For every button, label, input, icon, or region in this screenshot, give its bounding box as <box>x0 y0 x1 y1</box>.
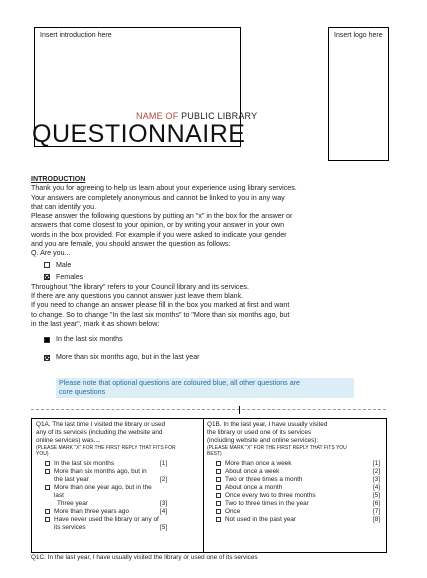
option-code: [8] <box>373 516 381 523</box>
checkbox[interactable] <box>45 509 50 514</box>
checkbox[interactable] <box>216 517 221 522</box>
intro-para2-line: answers that come closest to your opinion, or by writing your answer in your own <box>31 221 285 230</box>
q1b-option-8 <box>207 516 385 524</box>
q1b-text: (including website and online services): <box>207 437 319 444</box>
q1b-option-3 <box>207 476 385 484</box>
q1b-text: the library or used one of its services <box>207 429 312 436</box>
intro-para1-line: Thank you for agreeing to help us learn about your experience using library services. <box>31 184 297 193</box>
insert-introduction-label: Insert introduction here <box>40 32 112 39</box>
q1a-text: any of its services (including the website and <box>36 429 163 436</box>
q1b-option-4 <box>207 484 385 492</box>
intro-para1-line: that can identify you. <box>31 202 97 211</box>
option-label: In the last six months <box>54 460 115 467</box>
question-q1a <box>36 421 200 532</box>
option-label: More than three years ago <box>54 508 129 515</box>
intro-para2-line: Please answer the following questions by putting an "x" in the box for the answer or <box>31 212 293 221</box>
intro-para2-line: and you are female, you should answer the question as follows: <box>31 240 231 249</box>
example-option-label: Females <box>56 272 84 281</box>
checkbox[interactable] <box>216 493 221 498</box>
q1a-instruction: YOU) <box>36 451 49 457</box>
checkbox[interactable] <box>216 461 221 466</box>
option-code: [6] <box>373 500 381 507</box>
option-label: Three year <box>57 500 88 507</box>
q1a-text: Q1A. The last time I visited the library or used <box>36 421 166 428</box>
checkbox[interactable] <box>216 509 221 514</box>
option-label: More than one year ago, but in the <box>54 484 152 491</box>
change-option-label: More than six months ago, but in the last year <box>56 353 200 362</box>
option-label: Once <box>225 508 241 515</box>
question-q1c: Q1C. In the last year, I have usually visited the library or used one of its services <box>31 554 258 561</box>
option-code: [1] <box>160 460 168 467</box>
q1b-option-1 <box>207 460 385 468</box>
checkbox[interactable] <box>45 517 50 522</box>
q1a-option-3 <box>36 484 200 508</box>
example-option-label: Male <box>56 260 72 269</box>
q1b-option-5 <box>207 492 385 500</box>
option-code: [3] <box>160 500 168 507</box>
checkbox-crossed[interactable] <box>44 274 50 280</box>
option-label: Once every two to three months <box>225 492 316 499</box>
optional-questions-note <box>56 378 354 398</box>
q1a-option-2 <box>36 468 200 484</box>
intro-para3-line: in the last year", mark it as shown below: <box>31 319 160 328</box>
checkbox[interactable] <box>216 485 221 490</box>
checkbox[interactable] <box>45 461 50 466</box>
question-table <box>31 418 387 553</box>
option-label: last <box>54 492 64 499</box>
option-label: More than six months ago, but in <box>54 468 147 475</box>
intro-para2-line: words in the box provided. For example if you were asked to indicate your gender <box>31 230 287 239</box>
option-code: [2] <box>373 468 381 475</box>
insert-logo-box <box>328 27 389 161</box>
intro-para1-line: Your answers are completely anonymous and cannot be linked to you in any way <box>31 193 285 202</box>
library-name-prefix: NAME OF <box>136 111 179 121</box>
intro-para3-line: If you need to change an answer please fill in the box you marked at first and want <box>31 301 290 310</box>
option-code: [1] <box>373 460 381 467</box>
option-code: [3] <box>373 476 381 483</box>
change-option-label: In the last six months <box>56 335 123 344</box>
library-name-suffix: PUBLIC LIBRARY <box>178 111 258 121</box>
section-divider <box>31 409 386 410</box>
q1a-option-4 <box>36 508 200 516</box>
example-option-male <box>31 261 391 270</box>
column-divider <box>203 419 204 552</box>
option-code: [7] <box>373 508 381 515</box>
option-label: its services <box>54 524 86 531</box>
change-option-over-six-months <box>31 353 391 362</box>
q1b-instruction: (PLEASE MARK "X" FOR THE FIRST REPLY THAT FITS YOU <box>207 445 347 451</box>
page-title: QUESTIONNAIRE <box>32 120 246 148</box>
example-option-female <box>31 273 391 282</box>
intro-para3-line: If there are any questions you cannot answer just leave them blank. <box>31 291 244 300</box>
option-code: [5] <box>373 492 381 499</box>
option-label: Not used in the past year <box>225 516 297 523</box>
checkbox[interactable] <box>216 501 221 506</box>
introduction-heading: INTRODUCTION <box>31 175 86 183</box>
option-label: Two to three times in the year <box>225 500 309 507</box>
checkbox[interactable] <box>45 469 50 474</box>
q1a-option-1 <box>36 460 200 468</box>
introduction-section <box>31 175 391 362</box>
q1a-instruction: (PLEASE MARK "X" FOR THE FIRST REPLY THAT FITS FOR <box>36 445 176 451</box>
option-label: About once a month <box>225 484 283 491</box>
option-code: [2] <box>160 476 168 483</box>
q1b-option-7 <box>207 508 385 516</box>
option-label: Two or three times a month <box>225 476 303 483</box>
checkbox[interactable] <box>45 485 50 490</box>
divider-tick <box>239 406 240 414</box>
checkbox-empty[interactable] <box>44 262 50 268</box>
option-label: About once a week <box>225 468 280 475</box>
option-label: Have never used the library or any of <box>54 516 159 523</box>
example-question: Q. Are you... <box>31 249 71 258</box>
option-code: [4] <box>160 508 168 515</box>
option-label: the last year <box>54 476 89 483</box>
q1b-option-6 <box>207 500 385 508</box>
insert-logo-label: Insert logo here <box>334 32 383 39</box>
note-line: Please note that optional questions are coloured blue, all other questions are <box>59 379 300 387</box>
checkbox-crossed[interactable] <box>44 355 50 361</box>
q1a-text: online services) was.... <box>36 437 101 444</box>
change-option-six-months <box>31 335 391 344</box>
intro-para3-line: Throughout "the library" refers to your Council library and its services. <box>31 282 249 291</box>
option-label: More than once a week <box>225 460 292 467</box>
q1b-text: Q1B. In the last year, I have usually visited <box>207 421 328 428</box>
question-q1b <box>207 421 385 524</box>
checkbox[interactable] <box>216 469 221 474</box>
intro-para3-line: to change. So to change "In the last six months" to "More than six months ago, but <box>31 310 290 319</box>
option-code: [5] <box>160 524 168 531</box>
q1b-instruction: BEST) <box>207 451 222 457</box>
q1a-option-5 <box>36 516 200 532</box>
option-code: [4] <box>373 484 381 491</box>
checkbox-filled[interactable] <box>44 337 50 343</box>
q1b-option-2 <box>207 468 385 476</box>
checkbox[interactable] <box>216 477 221 482</box>
note-line: core questions <box>59 388 106 396</box>
